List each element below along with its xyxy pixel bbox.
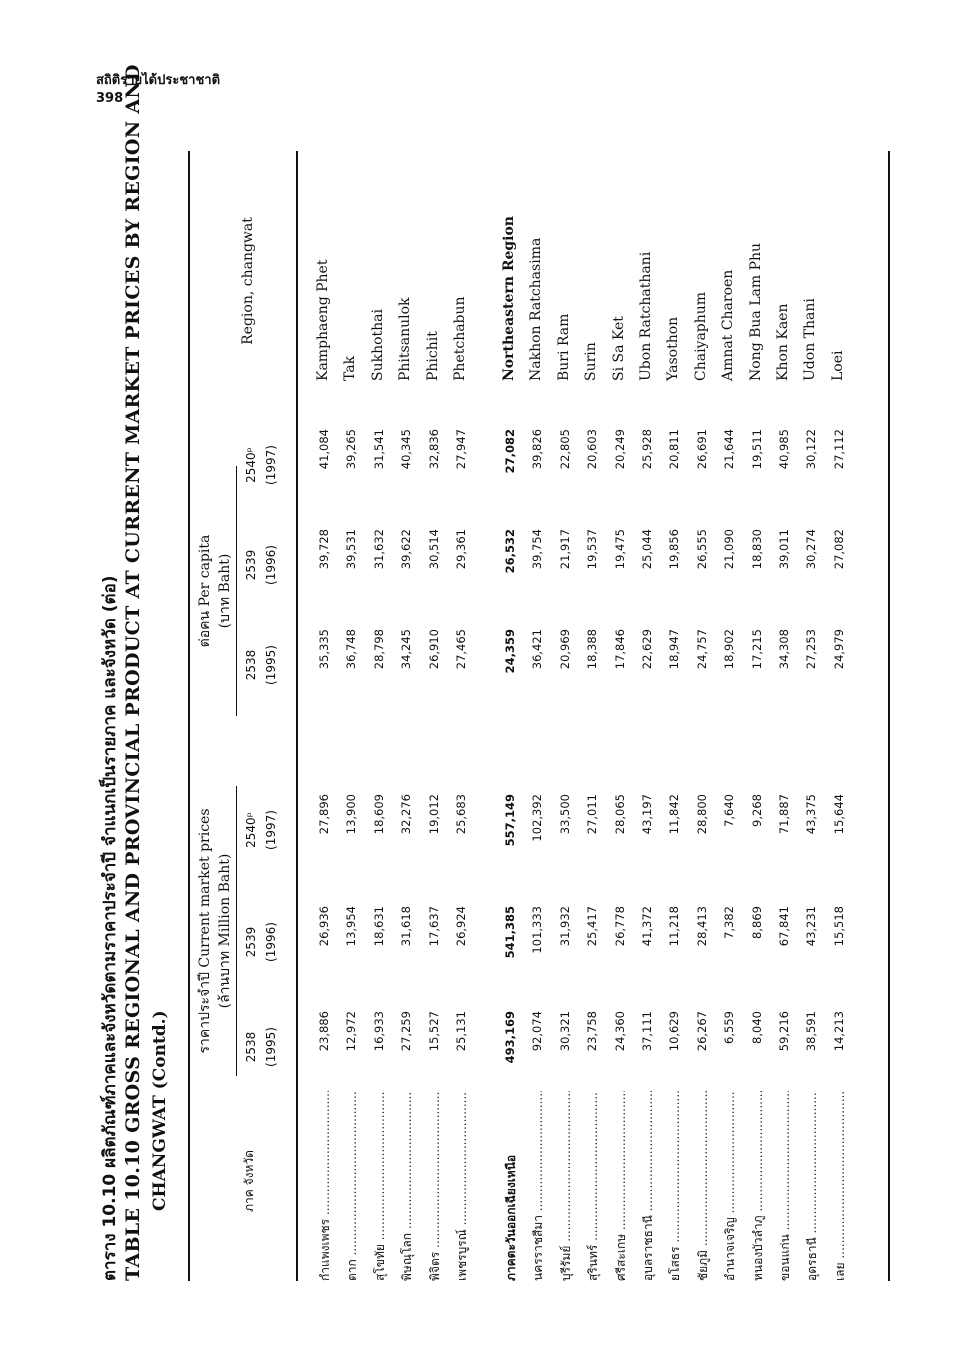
value-cell: 18,609 xyxy=(371,794,386,835)
value-cell: 18,947 xyxy=(667,629,682,670)
value-cell: 34,245 xyxy=(399,629,414,670)
value-cell: 32,276 xyxy=(399,794,414,835)
value-cell: 20,811 xyxy=(667,429,682,470)
header-per-capita-unit: (บาท Baht) xyxy=(217,553,233,629)
table-row xyxy=(580,151,606,1281)
changwat-thai: อำนาจเจริญ ..... xyxy=(721,1091,740,1281)
value-cell: 24,757 xyxy=(694,629,709,670)
value-cell: 41,372 xyxy=(640,906,654,947)
value-cell: 41,084 xyxy=(317,429,331,470)
value-cell: 37,111 xyxy=(640,1011,654,1052)
year-en-4: (1995) xyxy=(264,645,278,685)
value-cell: 17,846 xyxy=(612,629,627,670)
changwat-thai: ภาคตะวันออกเฉียงเหนือ xyxy=(504,1154,518,1281)
value-cell: 43,231 xyxy=(804,906,819,947)
value-cell: 22,805 xyxy=(557,429,572,470)
value-cell: 29,361 xyxy=(454,529,468,570)
value-cell: 23,886 xyxy=(317,1011,331,1052)
value-cell: 31,632 xyxy=(371,529,386,570)
title-english: TABLE 10.10 GROSS REGIONAL AND PROVINCIAL PRODUCT AT CURRENT MARKET PRICES BY REGION AND xyxy=(122,64,144,1281)
value-cell: 6,559 xyxy=(722,1011,737,1044)
value-cell: 43,197 xyxy=(640,794,654,835)
table-row xyxy=(799,151,825,1281)
value-cell: 15,527 xyxy=(426,1011,441,1052)
value-cell: 39,826 xyxy=(530,429,545,470)
year-en-6: (1997) xyxy=(264,445,278,485)
year-th-5: 2539 xyxy=(244,549,258,581)
value-cell: 18,830 xyxy=(749,529,764,570)
value-cell: 30,122 xyxy=(804,429,819,470)
value-cell: 13,954 xyxy=(344,906,359,947)
value-cell: 39,531 xyxy=(344,529,359,570)
value-cell: 26,532 xyxy=(503,529,517,574)
changwat-english: Nong Bua Lam Phu xyxy=(747,242,764,381)
per-capita-rule xyxy=(236,466,237,716)
year-en-3: (1997) xyxy=(264,810,278,850)
value-cell: 27,082 xyxy=(831,529,846,570)
header-current-prices: ราคาประจำปี Current market prices xyxy=(197,808,213,1054)
changwat-thai: พิจิตร ..... xyxy=(426,1091,445,1281)
value-cell: 32,836 xyxy=(426,429,441,470)
value-cell: 27,082 xyxy=(503,429,517,474)
value-cell: 18,631 xyxy=(371,906,386,947)
table-row xyxy=(394,151,420,1281)
changwat-thai: เลย ..... xyxy=(831,1091,850,1281)
changwat-english: Nakhon Ratchasima xyxy=(528,237,545,381)
value-cell: 39,265 xyxy=(344,429,359,470)
value-cell: 30,321 xyxy=(557,1011,572,1052)
value-cell: 17,215 xyxy=(749,629,764,670)
value-cell: 15,644 xyxy=(831,794,846,835)
table-row xyxy=(745,151,771,1281)
value-cell: 7,640 xyxy=(722,794,737,827)
changwat-english: Udon Thani xyxy=(802,298,819,381)
value-cell: 27,253 xyxy=(804,629,819,670)
value-cell: 11,842 xyxy=(667,794,682,835)
value-cell: 39,754 xyxy=(530,529,545,570)
value-cell: 39,728 xyxy=(317,529,331,570)
top-rule xyxy=(188,151,190,1281)
changwat-thai: ศรีสะเกษ ..... xyxy=(612,1091,631,1281)
value-cell: 24,360 xyxy=(612,1011,627,1052)
header-per-capita: ต่อคน Per capita xyxy=(197,534,213,648)
header-bottom-rule xyxy=(296,151,298,1281)
changwat-thai: อุบลราชธานี ..... xyxy=(639,1091,658,1281)
value-cell: 67,841 xyxy=(777,906,791,947)
value-cell: 20,969 xyxy=(557,629,572,670)
value-cell: 8,869 xyxy=(749,906,764,939)
table-row xyxy=(717,151,743,1281)
series-title: สถิติรายได้ประชาชาติ xyxy=(96,73,221,88)
year-th-6: 2540ᵖ xyxy=(244,447,258,483)
value-cell: 23,758 xyxy=(585,1011,600,1052)
value-cell: 19,511 xyxy=(749,429,764,470)
value-cell: 26,555 xyxy=(694,529,709,570)
value-cell: 28,800 xyxy=(694,794,709,835)
changwat-english: Tak xyxy=(342,355,359,381)
value-cell: 12,972 xyxy=(344,1011,359,1052)
changwat-english: Phitsanulok xyxy=(397,297,414,381)
value-cell: 27,112 xyxy=(831,429,846,470)
value-cell: 7,382 xyxy=(722,906,737,939)
value-cell: 20,249 xyxy=(612,429,627,470)
year-en-5: (1996) xyxy=(264,545,278,585)
table-row xyxy=(498,151,524,1281)
year-en-1: (1995) xyxy=(264,1027,278,1067)
changwat-english: Chaiyaphum xyxy=(692,291,709,381)
value-cell: 557,149 xyxy=(503,794,517,847)
changwat-thai: พิษณุโลก ..... xyxy=(398,1091,417,1281)
value-cell: 26,778 xyxy=(612,906,627,947)
value-cell: 25,928 xyxy=(640,429,654,470)
changwat-english: Buri Ram xyxy=(555,313,572,381)
year-th-3: 2540ᵖ xyxy=(244,812,258,848)
value-cell: 33,500 xyxy=(557,794,572,835)
value-cell: 25,683 xyxy=(454,794,468,835)
value-cell: 39,622 xyxy=(399,529,414,570)
value-cell: 31,618 xyxy=(399,906,414,947)
header-region-en: Region, changwat xyxy=(240,217,256,345)
value-cell: 19,537 xyxy=(585,529,600,570)
value-cell: 92,074 xyxy=(530,1011,545,1052)
value-cell: 35,335 xyxy=(317,629,331,670)
value-cell: 26,924 xyxy=(454,906,468,947)
value-cell: 27,947 xyxy=(454,429,468,470)
value-cell: 40,985 xyxy=(777,429,791,470)
value-cell: 27,465 xyxy=(454,629,468,670)
value-cell: 101,333 xyxy=(530,906,545,954)
value-cell: 24,979 xyxy=(831,629,846,670)
value-cell: 14,213 xyxy=(831,1011,846,1052)
value-cell: 27,896 xyxy=(317,794,331,835)
value-cell: 21,644 xyxy=(722,429,737,470)
changwat-thai: นครราชสีมา ..... xyxy=(529,1091,548,1281)
value-cell: 38,591 xyxy=(804,1011,819,1052)
value-cell: 31,541 xyxy=(371,429,386,470)
value-cell: 19,856 xyxy=(667,529,682,570)
table-row xyxy=(635,151,661,1281)
value-cell: 27,011 xyxy=(585,794,600,835)
header-region-thai: ภาค จังหวัด xyxy=(242,1150,256,1212)
changwat-english: Amnat Charoen xyxy=(720,269,737,381)
year-en-2: (1996) xyxy=(264,922,278,962)
table-row xyxy=(608,151,634,1281)
changwat-thai: ยโสธร ..... xyxy=(666,1091,685,1281)
value-cell: 34,308 xyxy=(777,629,791,670)
value-cell: 26,936 xyxy=(317,906,331,947)
table-row xyxy=(553,151,579,1281)
value-cell: 30,274 xyxy=(804,529,819,570)
table-row xyxy=(422,151,448,1281)
table-row xyxy=(690,151,716,1281)
page-number: 398 xyxy=(96,91,124,106)
changwat-thai: ตาก ..... xyxy=(343,1091,362,1281)
changwat-thai: หนองบัวลำภู ..... xyxy=(749,1091,768,1281)
value-cell: 25,417 xyxy=(585,906,600,947)
value-cell: 36,748 xyxy=(344,629,359,670)
year-th-2: 2539 xyxy=(244,926,258,958)
changwat-english: Surin xyxy=(583,342,600,381)
value-cell: 8,040 xyxy=(749,1011,764,1044)
value-cell: 59,216 xyxy=(777,1011,791,1052)
table-row xyxy=(449,151,475,1281)
changwat-english: Phichit xyxy=(424,331,441,381)
value-cell: 493,169 xyxy=(503,1011,517,1064)
value-cell: 11,218 xyxy=(667,906,682,947)
value-cell: 28,065 xyxy=(612,794,627,835)
value-cell: 16,933 xyxy=(371,1011,386,1052)
changwat-english: Kamphaeng Phet xyxy=(315,259,331,381)
header-current-prices-unit: (ล้านบาท Million Baht) xyxy=(217,853,233,1009)
value-cell: 30,514 xyxy=(426,529,441,570)
page-header xyxy=(96,72,220,108)
title-thai: ตาราง 10.10 ผลิตภัณฑ์ภาคและจังหวัดตามราคาประจำปี จำแนกเป็นรายภาค และจังหวัด (ต่อ) xyxy=(100,575,120,1281)
value-cell: 20,603 xyxy=(585,429,600,470)
value-cell: 17,637 xyxy=(426,906,441,947)
value-cell: 43,375 xyxy=(804,794,819,835)
value-cell: 26,691 xyxy=(694,429,709,470)
value-cell: 27,259 xyxy=(399,1011,414,1052)
changwat-english: Si Sa Ket xyxy=(610,316,627,381)
table-row xyxy=(827,151,853,1281)
value-cell: 10,629 xyxy=(667,1011,682,1052)
changwat-thai: อุดรธานี ..... xyxy=(803,1091,822,1281)
value-cell: 28,413 xyxy=(694,906,709,947)
value-cell: 26,267 xyxy=(694,1011,709,1052)
changwat-english: Khon Kaen xyxy=(775,303,791,381)
value-cell: 21,917 xyxy=(557,529,572,570)
value-cell: 18,388 xyxy=(585,629,600,670)
value-cell: 31,932 xyxy=(557,906,572,947)
value-cell: 19,475 xyxy=(612,529,627,570)
value-cell: 28,798 xyxy=(371,629,386,670)
year-th-4: 2538 xyxy=(244,649,258,681)
current-prices-rule xyxy=(236,786,237,1076)
value-cell: 13,900 xyxy=(344,794,359,835)
changwat-english: Ubon Ratchathani xyxy=(638,251,654,381)
table-row xyxy=(367,151,393,1281)
table-row xyxy=(525,151,551,1281)
table-row xyxy=(312,151,338,1281)
value-cell: 24,359 xyxy=(503,629,517,674)
bottom-rule xyxy=(888,151,890,1281)
changwat-thai: สุรินทร์ ..... xyxy=(584,1091,603,1281)
value-cell: 26,910 xyxy=(426,629,441,670)
changwat-english: Sukhothai xyxy=(369,308,386,381)
changwat-english: Phetchabun xyxy=(452,296,468,381)
year-th-1: 2538 xyxy=(244,1031,258,1063)
value-cell: 9,268 xyxy=(749,794,764,827)
changwat-thai: ขอนแก่น ..... xyxy=(776,1091,795,1281)
changwat-thai: สุโขทัย ..... xyxy=(371,1091,390,1281)
value-cell: 25,044 xyxy=(640,529,654,570)
changwat-thai: ชัยภูมิ ..... xyxy=(694,1091,713,1281)
value-cell: 36,421 xyxy=(530,629,545,670)
value-cell: 102,392 xyxy=(530,794,545,842)
value-cell: 19,012 xyxy=(426,794,441,835)
value-cell: 541,385 xyxy=(503,906,517,959)
value-cell: 18,902 xyxy=(722,629,737,670)
table-row xyxy=(772,151,798,1281)
changwat-english: Northeastern Region xyxy=(501,216,517,381)
table-row xyxy=(339,151,365,1281)
value-cell: 21,090 xyxy=(722,529,737,570)
value-cell: 25,131 xyxy=(454,1011,468,1052)
value-cell: 39,011 xyxy=(777,529,791,570)
changwat-thai: เพชรบูรณ์ ..... xyxy=(453,1091,472,1281)
changwat-english: Yasothon xyxy=(665,316,682,381)
changwat-english: Loei xyxy=(829,350,846,381)
table-row xyxy=(662,151,688,1281)
value-cell: 71,887 xyxy=(777,794,791,835)
changwat-thai: กำแพงเพชร ..... xyxy=(316,1091,335,1281)
title-english-contd: CHANGWAT (Contd.) xyxy=(150,1010,170,1211)
value-cell: 15,518 xyxy=(831,906,846,947)
value-cell: 22,629 xyxy=(640,629,654,670)
value-cell: 40,345 xyxy=(399,429,414,470)
changwat-thai: บุรีรัมย์ ..... xyxy=(557,1091,576,1281)
